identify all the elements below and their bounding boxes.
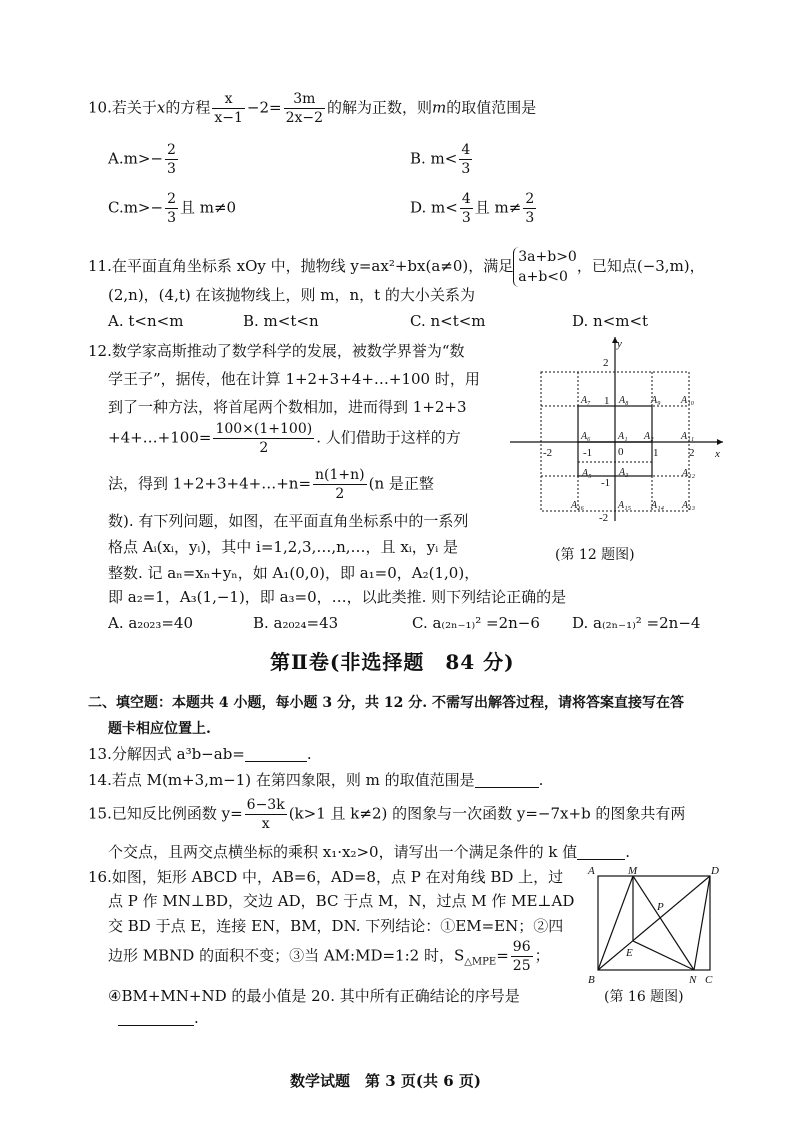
q11-stem-line-1: 11.在平面直角坐标系 xOy 中，抛物线 y=ax²+bx(a≠0)，满足 3a+b>0 a+b<0，已知点(−3,m)， xyxy=(88,249,705,285)
section-2-intro-line-2: 题卡相应位置上. xyxy=(108,721,211,737)
q12-point-a10: A₁₀ xyxy=(681,395,695,406)
q16-answer-line: . xyxy=(118,1010,199,1026)
q16-answer-blank[interactable] xyxy=(118,1010,194,1026)
q10-option-c: C.m>− $\frac{2}{3}$ 且 m≠0 xyxy=(108,191,237,226)
q12-line-4: +4+…+100= $\frac{100\times(1+100)}{2}$ . 人们借助于这样的方 xyxy=(108,421,461,456)
q16-label-m: M xyxy=(628,865,638,877)
q12-option-d: D. a₍₂ₙ₋₁₎² =2n−4 xyxy=(572,614,701,632)
q15-answer-blank[interactable] xyxy=(577,844,625,860)
q16-line-5: ④BM+MN+ND 的最小值是 20. 其中所有正确结论的序号是 xyxy=(108,987,520,1005)
q12-line-6: 数). 有下列问题，如图，在平面直角坐标系中的一系列 xyxy=(108,512,469,530)
q16-label-n: N xyxy=(689,974,697,984)
q12-tick-x-1: 1 xyxy=(653,447,659,459)
q11-stem-line-2: (2,n)，(4,t) 在该抛物线上，则 m，n，t 的大小关系为 xyxy=(108,286,475,304)
q14: 14.若点 M(m+3,m−1) 在第四象限，则 m 的取值范围是 . xyxy=(88,771,544,789)
q12-line-1: 12.数学家高斯推动了数学科学的发展，被数学界誉为“数 xyxy=(88,342,465,360)
section-2-title: 第Ⅱ卷(非选择题 84 分) xyxy=(270,650,515,674)
q16-label-a: A xyxy=(588,865,595,877)
q12-tick-y-neg2: -2 xyxy=(599,512,609,524)
q12-point-a9: A₉ xyxy=(651,395,661,406)
q12-line-3: 到了一种方法，将首尾两个数相加，进而得到 1+2+3 xyxy=(108,398,467,416)
q12-point-a3: A₃ xyxy=(619,467,629,478)
q13-answer-blank[interactable] xyxy=(245,746,307,762)
q10-fraction-2: $\frac{3m}{2x-2}$ xyxy=(285,91,324,126)
q12-point-a12: A₁₂ xyxy=(682,468,696,479)
section-2-intro-line-1: 二、填空题：本题共 4 小题，每小题 3 分，共 12 分. 不需写出解答过程，请将答案直接写在答 xyxy=(88,695,684,711)
q12-tick-x-neg1: -1 xyxy=(583,447,593,459)
q12-tick-y-1: 1 xyxy=(604,395,610,407)
q12-tick-y-neg1: -1 xyxy=(601,477,611,489)
q16-label-e: E xyxy=(626,947,633,959)
q16-label-c: C xyxy=(705,974,713,984)
q15-line-1: 15.已知反比例函数 y= $\frac{6-3k}{x}$ (k>1 且 k≠2) 的图象与一次函数 y=−7x+b 的图象共有两 xyxy=(88,797,686,832)
q11-inequality-system: 3a+b>0 a+b<0 xyxy=(513,247,577,287)
q16-figure xyxy=(586,864,722,984)
q12-point-a11: A₁₁ xyxy=(681,431,695,442)
q12-figure-caption: (第 12 题图) xyxy=(555,547,635,563)
q16-line-4: 边形 MBND 的面积不变；③当 AM:MD=1:2 时，$S_{\triangle MPE}=$ $\frac{96}{25}$ ； xyxy=(108,939,550,974)
q11-option-b: B. m<t<n xyxy=(243,312,319,330)
q12-tick-x-neg2: -2 xyxy=(543,447,553,459)
q13: 13.分解因式 a³b−ab= . xyxy=(88,745,312,763)
q12-tick-x-2: 2 xyxy=(689,447,695,459)
q12-line-8: 整数. 记 aₙ=xₙ+yₙ，如 A₁(0,0)，即 a₁=0，A₂(1,0)， xyxy=(108,564,480,582)
q12-point-a1: A₁ xyxy=(618,431,628,442)
q12-axis-y-label: y xyxy=(617,338,622,350)
q14-answer-blank[interactable] xyxy=(475,772,539,788)
q12-point-a15: A₁₅ xyxy=(618,500,632,511)
q16-line-2: 点 P 作 MN⊥BD，交边 AD，BC 于点 M，N，过点 M 作 ME⊥AD xyxy=(108,892,575,910)
q12-point-a2: A₂ xyxy=(644,431,654,442)
q16-label-d: D xyxy=(711,865,719,877)
q11-option-a: A. t<n<m xyxy=(108,312,184,330)
q16-diagonal-bd xyxy=(598,876,710,970)
q16-figure-caption: (第 16 题图) xyxy=(604,989,684,1005)
q10-option-a: A.m>− $\frac{2}{3}$ xyxy=(108,142,176,177)
q10-fraction-1: $\frac{x}{x-1}$ xyxy=(214,91,243,126)
q10-stem: 10.若关于x的方程 $\frac{x}{x-1}$ −2= $\frac{3m}{2x-2}$ 的解为正数，则m的取值范围是 xyxy=(88,91,537,126)
q16-label-p: P xyxy=(657,901,664,913)
q12-line-7: 格点 Aᵢ(xᵢ，yᵢ)，其中 i=1,2,3,…,n,…，且 xᵢ，yᵢ 是 xyxy=(108,538,459,556)
q16-label-b: B xyxy=(588,974,595,984)
q15-line-2: 个交点，且两交点横坐标的乘积 x₁·x₂>0，请写出一个满足条件的 k 值 . xyxy=(108,843,631,861)
q12-x-arrow xyxy=(717,439,723,445)
q11-option-d: D. n<m<t xyxy=(572,312,649,330)
q16-line-1: 16.如图，矩形 ABCD 中，AB=6，AD=8，点 P 在对角线 BD 上，过 xyxy=(88,868,564,886)
q11-option-c: C. n<t<m xyxy=(410,312,486,330)
q12-point-a8: A₈ xyxy=(619,395,629,406)
q12-option-a: A. a₂₀₂₃=40 xyxy=(108,614,194,632)
q16-segment-dn xyxy=(694,876,710,970)
q10-option-b: B. m< $\frac{4}{3}$ xyxy=(410,142,471,177)
q12-line-5: 法，得到 1+2+3+4+…+n= $\frac{n(1+n)}{2}$ (n 是正整 xyxy=(108,467,434,502)
page-footer: 数学试题 第 3 页(共 6 页) xyxy=(290,1072,481,1090)
q12-point-a5: A₅ xyxy=(582,468,592,479)
q12-figure xyxy=(505,335,730,525)
q10-option-d: D. m< $\frac{4}{3}$ 且 m≠ $\frac{2}{3}$ xyxy=(410,191,535,226)
q12-axis-x-label: x xyxy=(715,448,720,460)
q16-line-3: 交 BD 于点 E，连接 EN，BM，DN. 下列结论：①EM=EN；②四 xyxy=(108,917,564,935)
q12-origin-label: 0 xyxy=(618,446,624,458)
q12-point-a14: A₁₄ xyxy=(651,500,665,511)
q12-point-a13: A₁₃ xyxy=(682,500,696,511)
q12-line-2: 学王子”，据传，他在计算 1+2+3+4+…+100 时，用 xyxy=(108,370,480,388)
q12-point-a6: A₆ xyxy=(581,431,591,442)
q12-point-a7: A₇ xyxy=(581,395,591,406)
q12-option-b: B. a₂₀₂₄=43 xyxy=(253,614,339,632)
q12-tick-y-2: 2 xyxy=(603,357,609,369)
q12-point-a16: A₁₆ xyxy=(571,500,585,511)
q12-option-c: C. a₍₂ₙ₋₁₎² =2n−6 xyxy=(412,614,540,632)
q12-line-9: 即 a₂=1，A₃(1,−1)，即 a₃=0，…，以此类推. 则下列结论正确的是 xyxy=(108,588,567,606)
